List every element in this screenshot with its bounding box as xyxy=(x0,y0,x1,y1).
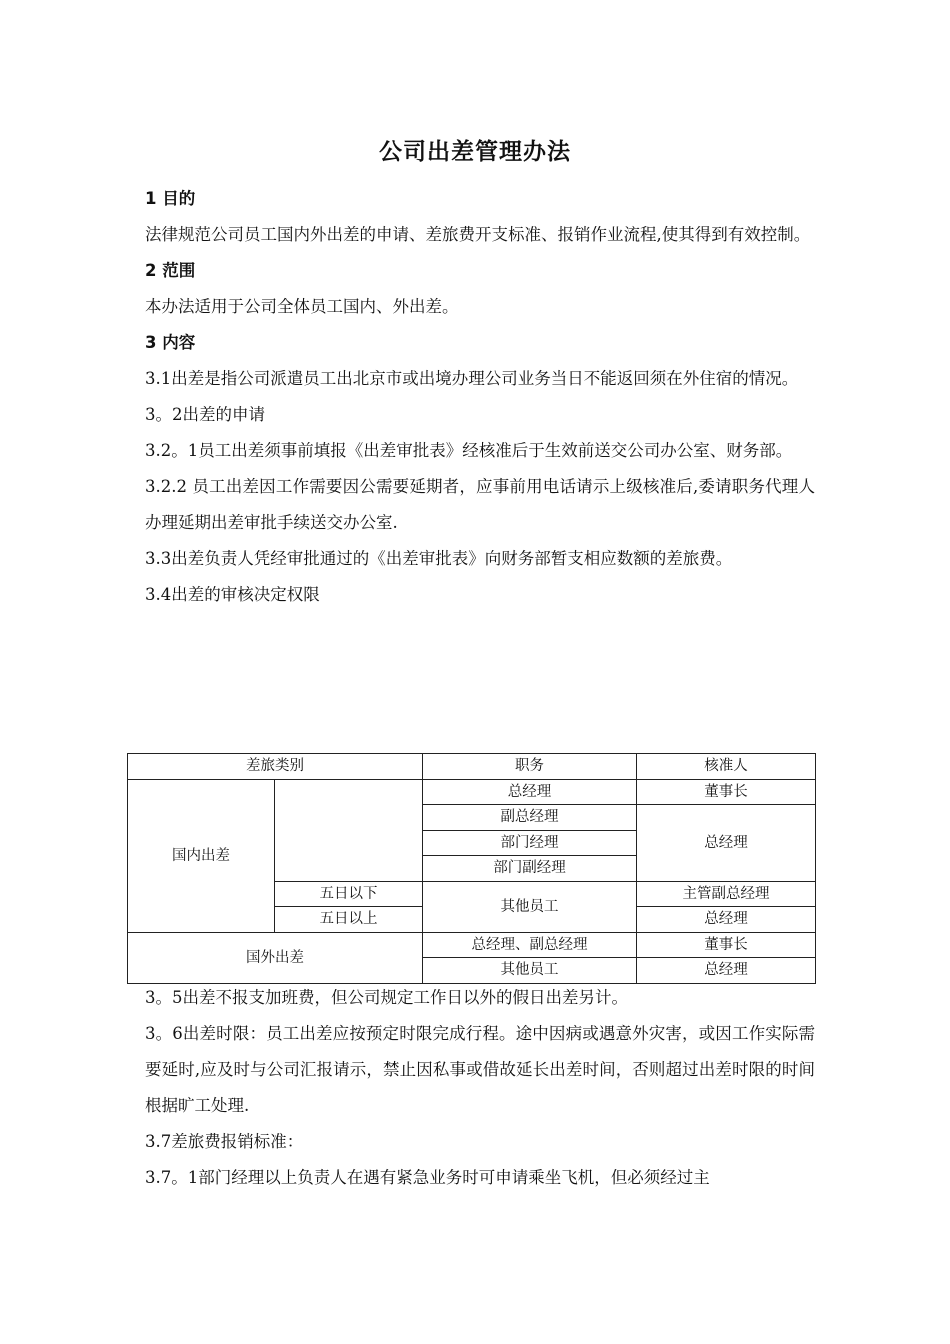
section-2-text: 本办法适用于公司全体员工国内、外出差。 xyxy=(145,297,459,316)
approver-cell: 总经理 xyxy=(637,958,816,984)
position-cell: 其他员工 xyxy=(423,881,637,932)
header-category-cell: 差旅类别 xyxy=(128,754,423,780)
paragraph-3-5: 3。5出差不报支加班费，但公司规定工作日以外的假日出差另计。 xyxy=(145,988,628,1007)
position-cell: 其他员工 xyxy=(423,958,637,984)
approver-cell: 主管副总经理 xyxy=(637,881,816,907)
position-cell: 总经理 xyxy=(423,779,637,805)
position-cell: 总经理、副总经理 xyxy=(423,932,637,958)
paragraph-3-2-1: 3.2。1员工出差须事前填报《出差审批表》经核准后于生效前送交公司办公室、财务部。 xyxy=(145,441,793,460)
position-cell: 部门经理 xyxy=(423,830,637,856)
sections-lower xyxy=(145,980,815,1196)
paragraph-3-6: 3。6出差时限：员工出差应按预定时限完成行程。途中因病或遇意外灾害，或因工作实际需要延时,应及时与公司汇报请示，禁止因私事或借故延长出差时间，否则超过出差时限的时间根据旷工处理. xyxy=(145,1024,815,1115)
approver-cell: 董事长 xyxy=(637,932,816,958)
header-approver-cell: 核准人 xyxy=(637,754,816,780)
domestic-category-cell: 国内出差 xyxy=(128,779,275,932)
position-cell: 部门副经理 xyxy=(423,856,637,882)
approver-cell: 总经理 xyxy=(637,805,816,882)
document-title: 公司出差管理办法 xyxy=(379,139,571,165)
approver-cell: 董事长 xyxy=(637,779,816,805)
paragraph-3-1: 3.1出差是指公司派遣员工出北京市或出境办理公司业务当日不能返回须在外住宿的情况。 xyxy=(145,369,799,388)
table-header-row xyxy=(128,754,816,780)
overseas-category-cell: 国外出差 xyxy=(128,932,423,983)
paragraph-3-2-2: 3.2.2 员工出差因工作需要因公需要延期者，应事前用电话请示上级核准后,委请职务代理人办理延期出差审批手续送交办公室. xyxy=(145,477,815,532)
sections-upper xyxy=(145,181,815,613)
table-row xyxy=(128,932,816,958)
approval-authority-table xyxy=(127,753,816,984)
section-1-heading: 1 目的 xyxy=(145,189,196,208)
position-cell: 副总经理 xyxy=(423,805,637,831)
header-position-cell: 职务 xyxy=(423,754,637,780)
section-1-text: 法律规范公司员工国内外出差的申请、差旅费开支标准、报销作业流程,使其得到有效控制。 xyxy=(145,225,811,244)
section-2-heading: 2 范围 xyxy=(145,261,196,280)
duration-cell: 五日以上 xyxy=(275,907,423,933)
table-row xyxy=(128,779,816,805)
paragraph-3-2: 3。2出差的申请 xyxy=(145,405,265,424)
paragraph-3-7-1: 3.7。1部门经理以上负责人在遇有紧急业务时可申请乘坐飞机，但必须经过主 xyxy=(145,1168,710,1187)
paragraph-3-4: 3.4出差的审核决定权限 xyxy=(145,585,320,604)
section-3-heading: 3 内容 xyxy=(145,333,196,352)
duration-cell: 五日以下 xyxy=(275,881,423,907)
paragraph-3-3: 3.3出差负责人凭经审批通过的《出差审批表》向财务部暂支相应数额的差旅费。 xyxy=(145,549,733,568)
approver-cell: 总经理 xyxy=(637,907,816,933)
paragraph-3-7: 3.7差旅费报销标准： xyxy=(145,1132,304,1151)
empty-duration-cell xyxy=(275,779,423,881)
